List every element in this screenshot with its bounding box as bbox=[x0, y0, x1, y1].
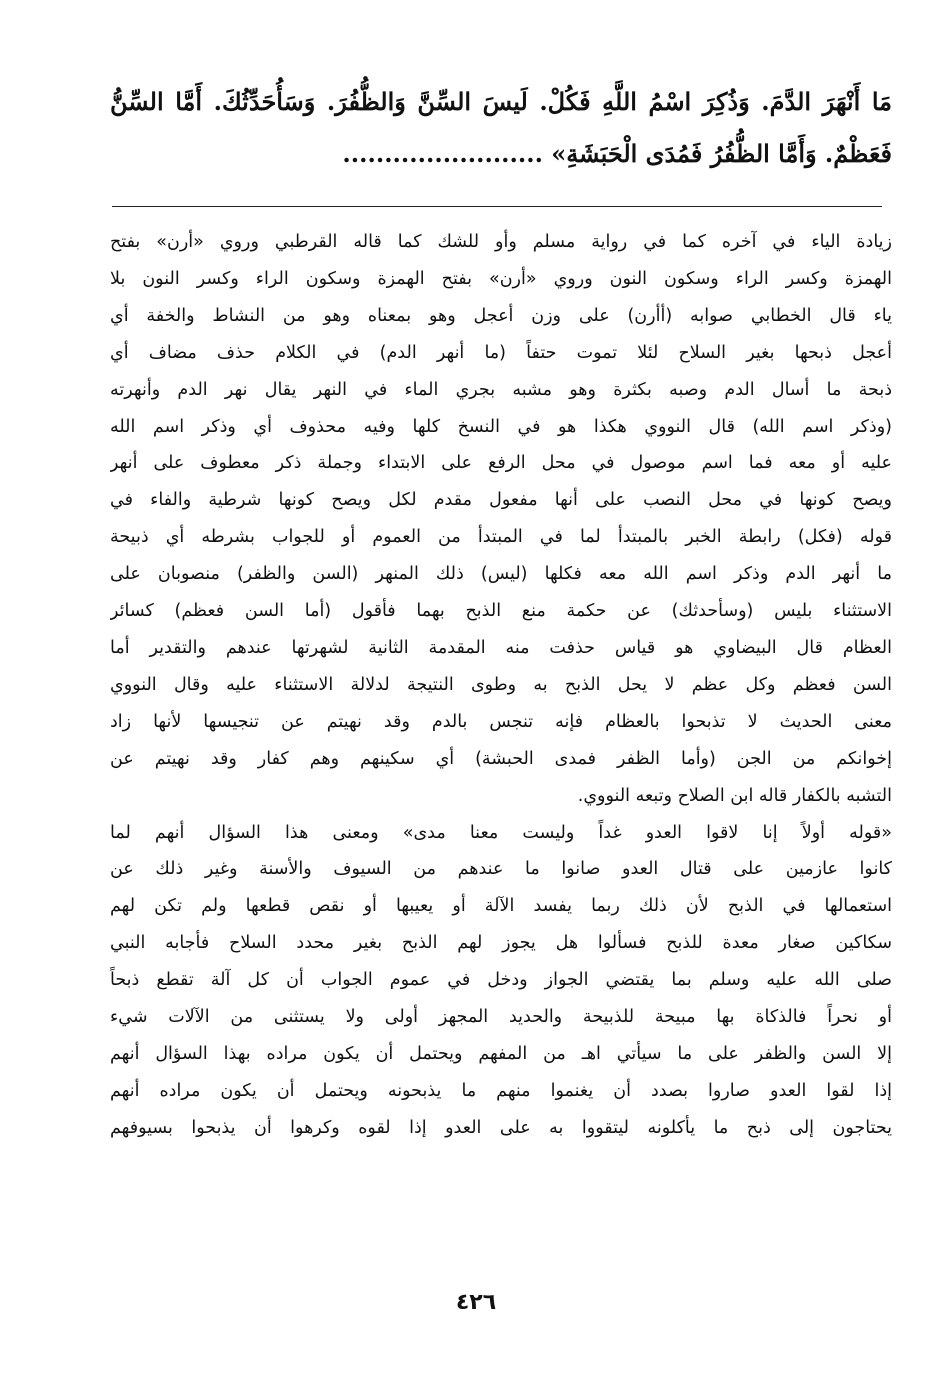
commentary-line: السن فعظم وكل عظم لا يحل الذبح به وطوى النتيجة لدلالة الاستثناء عليه وقال النووي bbox=[110, 674, 892, 695]
commentary-line: ذبحة ما أسال الدم وصبه بكثرة وهو مشبه بجري الماء في النهر يقال نهر الدم وأنهرته bbox=[110, 379, 892, 400]
commentary-line: استعمالها في الذبح لأن ذلك ربما يفسد الآلة أو يعيبها أو نقص قطعها ولم تكن لهم bbox=[110, 896, 892, 917]
commentary-line: قوله (فكل) رابطة الخبر بالمبتدأ لما في المبتدأ من العموم أو للجواب بشرطه أي ذبيحة bbox=[110, 527, 892, 548]
page-number: ٤٢٦ bbox=[455, 1290, 497, 1315]
commentary-line: ما أنهر الدم وذكر اسم الله معه فكلها (ليس) ذلك المنهر (السن والظفر) منصوبان على bbox=[110, 564, 892, 585]
hadith-text-block bbox=[110, 76, 892, 180]
commentary-line: التشبه بالكفار قاله ابن الصلاح وتبعه النووي. bbox=[577, 785, 892, 806]
section-divider bbox=[112, 206, 882, 207]
commentary-block bbox=[110, 224, 892, 1147]
commentary-line: عليه أو معه فما اسم موصول في محل الرفع على الابتداء وجملة ذكر معطوف على أنهر bbox=[110, 453, 892, 474]
commentary-line: أو نحراً فالذكاة بها مبيحة للذبيحة والحديد المجهز أولى ولا يستثنى من الآلات شيء bbox=[110, 1007, 892, 1028]
commentary-line: إذا لقوا العدو صاروا بصدد أن يغنموا منهم ما يذبحونه ويحتمل أن يكون مراده أنهم bbox=[110, 1080, 892, 1101]
commentary-line: زيادة الياء في آخره كما في رواية مسلم وأو للشك كما قاله القرطبي وروي «أرن» بفتح bbox=[110, 232, 892, 252]
hadith-line: فَعَظْمٌ. وَأَمَّا الظُّفُرُ فَمُدَى الْحَبَشَةِ» ........................ bbox=[342, 139, 892, 168]
commentary-line: كانوا عازمين على قتال العدو صانوا ما عندهم من السيوف والأسنة وغير ذلك عن bbox=[110, 859, 892, 880]
hadith-line: مَا أَنْهَرَ الدَّمَ. وَذُكِرَ اسْمُ اللَّهِ فَكُلْ. لَيسَ السِّنَّ وَالظُّفُرَ. وَسَأُحَدِّثُكَ. أَمَّا السِّنُّ bbox=[110, 87, 892, 116]
commentary-line: سكاكين صغار معدة للذبح فسألوا هل يجوز لهم الذبح بغير محدد السلاح فأجابه النبي bbox=[110, 933, 892, 954]
commentary-line: (وذكر اسم الله) قال النووي هكذا هو في النسخ كلها وفيه محذوف أي وذكر اسم الله bbox=[110, 416, 892, 437]
commentary-line: العظام قال البيضاوي هو قياس حذفت منه المقدمة الثانية لشهرتها عندهم والتقدير أما bbox=[110, 637, 892, 658]
commentary-line: الاستثناء بليس (وسأحدثك) عن حكمة منع الذبح بهما فأقول (أما السن فعظم) كسائر bbox=[110, 601, 892, 622]
commentary-line: إلا السن والظفر على ما سيأتي اهـ من المفهم ويحتمل أن يكون مراده بهذا السؤال أنهم bbox=[110, 1043, 892, 1064]
commentary-line: أعجل ذبحها بغير السلاح لئلا تموت حتفاً (ما أنهر الدم) في الكلام حذف مضاف أي bbox=[110, 342, 892, 363]
commentary-line: ياء قال الخطابي صوابه (أأرن) على وزن أعجل وهو بمعناه وهو من النشاط والخفة أي bbox=[110, 305, 892, 326]
commentary-line: الهمزة وكسر الراء وسكون النون وروي «أرن» بفتح الهمزة وسكون الراء وكسر النون بلا bbox=[110, 268, 892, 289]
commentary-line: يحتاجون إلى ذبح ما يأكلونه ليتقووا به على العدو إذا لقوه وكرهوا أن يذبحوا بسيوفهم bbox=[110, 1117, 892, 1138]
commentary-line: معنى الحديث لا تذبحوا بالعظام فإنه تنجس بالدم وقد نهيتم عن تنجيسها لأنها زاد bbox=[110, 711, 892, 732]
commentary-line: «قوله أولاً إنا لاقوا العدو غداً وليست معنا مدى» ومعنى هذا السؤال أنهم لما bbox=[110, 822, 892, 843]
commentary-line: صلى الله عليه وسلم بما يقتضي الجواز ودخل في عموم الجواب أن كل آلة تقطع ذبحاً bbox=[110, 970, 892, 991]
commentary-line: إخوانكم من الجن (وأما الظفر فمدى الحبشة) أي سكينهم وهم كفار وقد نهيتم عن bbox=[110, 748, 892, 769]
commentary-line: ويصح كونها في محل النصب على أنها مفعول مقدم لكل ويصح كونها شرطية والفاء في bbox=[110, 490, 892, 511]
